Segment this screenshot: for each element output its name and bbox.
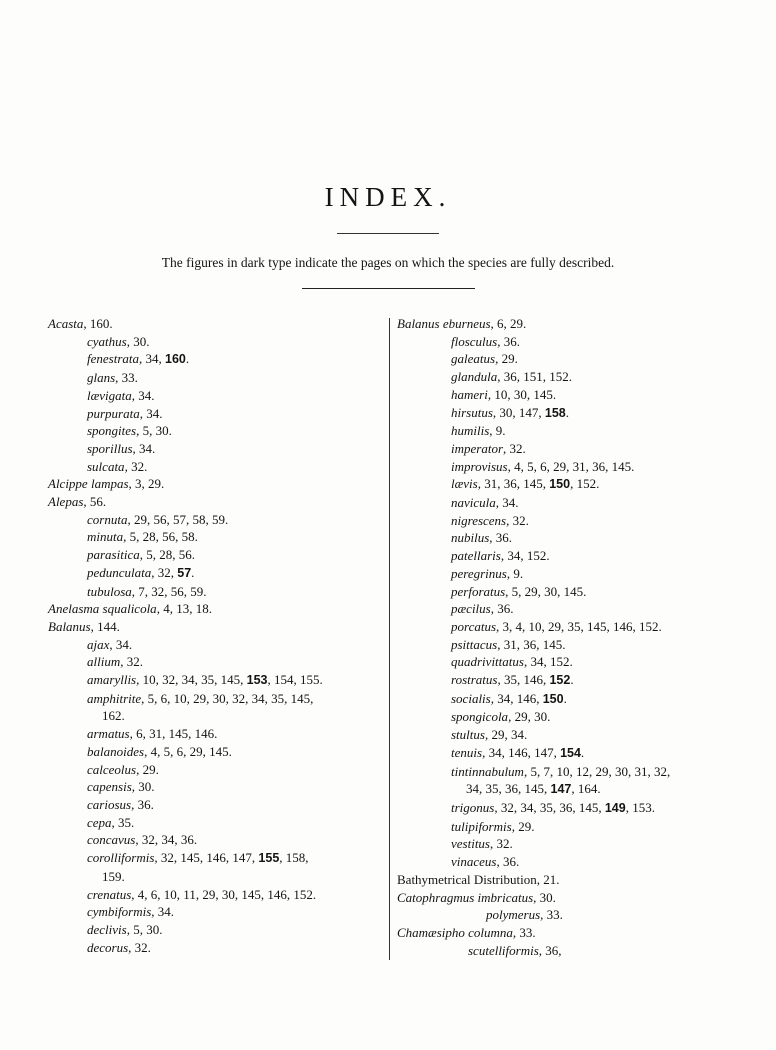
entry-name: vestitus [451, 836, 490, 852]
entry-name: improvisus [451, 458, 508, 474]
entry-name: spongites [87, 423, 137, 439]
index-entry [397, 600, 727, 618]
index-entry [397, 818, 727, 836]
entry-name: sulcata [87, 458, 125, 474]
entry-pages: , 34. [151, 904, 175, 920]
index-entry [48, 653, 384, 671]
index-entry [48, 546, 384, 564]
entry-pages: , 36. [497, 333, 520, 349]
entry-pages: 34, 35, 36, 145, 147, 164. [466, 781, 601, 797]
index-entry [397, 853, 727, 871]
entry-name: cepa [87, 814, 112, 830]
entry-pages: , 36, [538, 942, 562, 958]
index-entry [397, 565, 727, 583]
entry-name: trigonus [451, 799, 495, 815]
entry-pages: , 4, 6, 10, 11, 29, 30, 145, 146, 152. [131, 886, 317, 902]
entry-name: spongicola [451, 709, 509, 725]
entry-pages: , 29, 30. [508, 709, 551, 725]
entry-name: glandula [451, 369, 498, 385]
entry-name: quadrivittatus [451, 654, 524, 670]
entry-pages: , 32. [506, 512, 529, 528]
entry-name: capensis [87, 779, 132, 795]
entry-name: patellaris [451, 548, 501, 564]
index-entry [397, 440, 727, 458]
entry-pages: , 29. [495, 351, 518, 367]
entry-name: psittacus [451, 636, 498, 652]
entry-pages: , 10, 32, 34, 35, 145, 153, 154, 155. [136, 672, 323, 688]
entry-name: stultus [451, 727, 485, 743]
index-entry [48, 690, 384, 708]
entry-pages: , 30. [131, 779, 155, 795]
entry-name: hirsutus [451, 404, 493, 420]
entry-name: humilis [451, 423, 490, 439]
index-entry [397, 871, 727, 889]
index-entry [397, 315, 727, 333]
entry-pages: , 36. [489, 530, 513, 546]
bold-page-number: 155 [258, 851, 280, 866]
entry-pages: , 5, 28, 56. [139, 547, 195, 563]
entry-name: socialis [451, 690, 491, 706]
column-divider [389, 318, 390, 960]
index-column-right [397, 315, 727, 959]
entry-pages: , 32. [490, 836, 513, 852]
entry-name: cyathus [87, 333, 127, 349]
entry-name: glans [87, 370, 116, 386]
entry-pages: , 32. [128, 939, 151, 955]
entry-name: perforatus [451, 583, 506, 599]
entry-name: Alcippe lampas [48, 476, 129, 492]
entry-pages: , 34, 146, 147, 154. [482, 744, 585, 760]
bold-page-number: 153 [246, 673, 268, 688]
entry-pages: , 34. [495, 495, 519, 511]
entry-pages: , 32. [120, 654, 143, 670]
index-column-left [48, 315, 384, 956]
entry-pages: , 34, 152. [500, 548, 550, 564]
index-entry [397, 708, 727, 726]
entry-pages: , 30, 147, 158. [492, 404, 570, 420]
entry-name: ajax [87, 636, 110, 652]
entry-name: armatus [87, 726, 130, 742]
entry-pages: 162. [102, 708, 125, 724]
index-note: The figures in dark type indicate the pages on which the species are fully described. [161, 255, 615, 270]
entry-pages: , 6, 29. [490, 316, 527, 331]
entry-pages: , 5, 28, 56, 58. [123, 529, 198, 545]
index-entry [48, 350, 384, 369]
index-entry [48, 671, 384, 690]
bold-page-number: 154 [560, 745, 581, 760]
index-entry [397, 780, 727, 799]
index-entry [397, 494, 727, 512]
entry-pages: , 34. [131, 387, 155, 403]
entry-pages: , 32. [503, 440, 526, 456]
entry-pages: , 3, 29. [128, 476, 165, 492]
index-entry [48, 493, 384, 511]
entry-pages: , 34, 160. [139, 351, 190, 367]
index-entry [397, 636, 727, 654]
entry-name: porcatus [451, 618, 497, 634]
entry-pages: , 3, 4, 10, 29, 35, 145, 146, 152. [496, 618, 662, 634]
index-entry [397, 333, 727, 351]
bold-page-number: 149 [604, 800, 626, 815]
entry-pages: 159. [102, 868, 125, 884]
entry-pages: , 32, 34, 36. [135, 832, 198, 848]
entry-name: declivis [87, 921, 127, 937]
entry-pages: , 10, 30, 145. [487, 386, 557, 402]
index-entry [48, 315, 384, 333]
entry-pages: , 35. [111, 814, 135, 830]
entry-pages: , 34. [109, 636, 133, 652]
entry-name: tulipiformis [451, 818, 512, 834]
index-entry [397, 924, 727, 942]
entry-pages: , 29, 34. [484, 727, 528, 743]
entry-pages: , 34. [139, 405, 163, 421]
entry-name: amphitrite [87, 690, 142, 706]
index-entry [397, 942, 727, 960]
index-entry [397, 529, 727, 547]
entry-name: lævigata [87, 387, 132, 403]
entry-name: galeatus [451, 351, 496, 367]
bold-page-number: 152 [549, 673, 571, 688]
entry-pages: , 32, 145, 146, 147, 155, 158, [154, 850, 309, 866]
entry-name: rostratus [451, 672, 498, 688]
index-entry [48, 440, 384, 458]
entry-name: flosculus [451, 333, 498, 349]
bold-page-number: 158 [544, 405, 566, 420]
entry-pages: , 56. [83, 494, 107, 510]
entry-name: tintinnabulum [451, 763, 524, 779]
entry-name: tenuis [451, 744, 483, 760]
index-entry [48, 796, 384, 814]
entry-name: calceolus [87, 761, 137, 777]
entry-name: minuta [87, 529, 124, 545]
index-entry [48, 868, 384, 886]
bold-page-number: 150 [549, 477, 571, 492]
entry-name: peregrinus [451, 565, 507, 581]
entry-name: Anelasma squalicola [48, 601, 157, 617]
entry-name: fenestrata [87, 351, 139, 367]
index-entry [48, 511, 384, 529]
index-entry [397, 906, 727, 924]
index-entry [48, 725, 384, 743]
index-entry [48, 369, 384, 387]
entry-pages: , 32. [124, 458, 148, 474]
index-entry [397, 835, 727, 853]
bold-page-number: 150 [542, 691, 564, 706]
entry-name: sporillus [87, 440, 133, 456]
index-entry [397, 690, 727, 709]
entry-name: lævis [451, 476, 478, 492]
index-entry [48, 814, 384, 832]
index-entry [48, 921, 384, 939]
entry-name: cymbiformis [87, 904, 152, 920]
index-entry [397, 475, 727, 494]
index-entry [397, 744, 727, 763]
index-entry [397, 671, 727, 690]
entry-name: cariosus [87, 796, 132, 812]
entry-pages: , 31, 36, 145, 150, 152. [477, 476, 600, 492]
entry-pages: , 34, 152. [523, 654, 573, 670]
entry-pages: , 35, 146, 152. [497, 672, 574, 688]
entry-name: Balanus [48, 618, 91, 634]
entry-pages: , 29, 56, 57, 58, 59. [127, 511, 229, 527]
entry-pages: , 4, 5, 6, 29, 145. [144, 743, 232, 759]
entry-name: polymerus [486, 907, 541, 923]
entry-pages: , 29. [511, 818, 535, 834]
entry-name: imperator [451, 440, 503, 456]
entry-pages: , 31, 36, 145. [497, 636, 566, 652]
entry-pages: , 29. [136, 761, 159, 777]
entry-name: allium [87, 654, 121, 670]
index-entry [48, 886, 384, 904]
entry-name: vinaceus [451, 854, 497, 870]
entry-name: hameri [451, 386, 488, 402]
entry-pages: , 33. [540, 907, 563, 923]
index-entry [48, 743, 384, 761]
entry-name: purpurata [87, 405, 140, 421]
entry-pages: , 5, 7, 10, 12, 29, 30, 31, 32, [523, 763, 671, 779]
entry-name: amaryllis [87, 672, 137, 688]
entry-pages: , 36. [490, 601, 514, 617]
index-entry [48, 618, 384, 636]
index-entry [48, 387, 384, 405]
entry-name: Catophragmus imbricatus [397, 889, 534, 905]
entry-pages: , 9. [506, 565, 524, 581]
entry-pages: , 7, 32, 56, 59. [131, 583, 207, 599]
index-entry [397, 404, 727, 423]
entry-pages: , 36, 151, 152. [497, 369, 572, 385]
index-entry [397, 799, 727, 818]
entry-pages: , 34, 146, 150. [490, 690, 567, 706]
entry-name: Alepas [48, 494, 84, 510]
entry-name: Balanus eburneus [397, 316, 491, 331]
index-entry [48, 761, 384, 779]
entry-name: tubulosa [87, 583, 132, 599]
entry-pages: , 144. [90, 618, 120, 634]
bold-page-number: 147 [550, 782, 572, 797]
entry-pages: , 9. [489, 423, 506, 439]
entry-pages: , 5, 30. [136, 423, 172, 439]
entry-pages: , 30. [126, 333, 150, 349]
index-entry [397, 368, 727, 386]
index-entry [397, 618, 727, 636]
index-entry [397, 653, 727, 671]
entry-name: crenatus [87, 886, 132, 902]
index-entry [397, 726, 727, 744]
index-entry [48, 849, 384, 868]
entry-name: corolliformis [87, 850, 155, 866]
index-entry [48, 903, 384, 921]
index-entry [397, 547, 727, 565]
entry-name: concavus [87, 832, 136, 848]
entry-pages: , 33. [512, 924, 536, 940]
entry-pages: , 4, 13, 18. [156, 601, 212, 617]
entry-pages: , 160. [83, 316, 113, 331]
index-entry [397, 458, 727, 476]
bold-page-number: 160 [165, 352, 186, 367]
index-entry [397, 763, 727, 781]
entry-pages: , 5, 6, 10, 29, 30, 32, 34, 35, 145, [141, 690, 314, 706]
entry-name: pedunculata [87, 564, 152, 580]
index-entry [397, 422, 727, 440]
entry-name: pæcilus [451, 601, 491, 617]
entry-name: decorus [87, 939, 129, 955]
index-entry [48, 600, 384, 618]
entry-pages: , 30. [533, 889, 556, 905]
index-entry [397, 583, 727, 601]
index-entry [48, 333, 384, 351]
index-entry [397, 386, 727, 404]
index-entry [48, 475, 384, 493]
entry-pages: , 4, 5, 6, 29, 31, 36, 145. [507, 458, 635, 474]
section-divider [302, 288, 475, 289]
index-entry [48, 528, 384, 546]
index-entry [48, 778, 384, 796]
bold-page-number: 57 [177, 565, 192, 580]
entry-name: balanoides [87, 743, 145, 759]
entry-name: Chamæsipho columna [397, 924, 513, 940]
entry-pages: , 21. [536, 871, 560, 887]
entry-pages: , 5, 29, 30, 145. [505, 583, 587, 599]
entry-pages: , 6, 31, 145, 146. [129, 726, 218, 742]
entry-pages: , 36. [496, 854, 520, 870]
page-title: INDEX. [324, 182, 452, 212]
index-entry [48, 422, 384, 440]
index-entry [48, 707, 384, 725]
index-entry [48, 831, 384, 849]
entry-name: scutelliformis [468, 942, 539, 958]
index-entry [48, 564, 384, 583]
entry-name: cornuta [87, 511, 128, 527]
entry-name: parasitica [87, 547, 140, 563]
entry-name: nubilus [451, 530, 490, 546]
index-entry [48, 405, 384, 423]
entry-pages: , 5, 30. [126, 921, 163, 937]
entry-pages: , 32, 57. [151, 564, 195, 580]
entry-name: Acasta [48, 316, 84, 331]
index-entry [48, 458, 384, 476]
entry-pages: , 34. [132, 440, 156, 456]
entry-pages: , 33. [115, 370, 138, 386]
entry-name: navicula [451, 495, 496, 511]
index-entry [397, 889, 727, 907]
entry-name: nigrescens [451, 512, 507, 528]
decorative-rule [337, 233, 439, 234]
entry-pages: , 36. [131, 796, 154, 812]
index-entry [397, 350, 727, 368]
index-entry [48, 939, 384, 957]
entry-name: Bathymetrical Distribution [397, 871, 537, 887]
entry-pages: , 32, 34, 35, 36, 145, 149, 153. [494, 799, 655, 815]
index-entry [48, 583, 384, 601]
index-entry [397, 512, 727, 530]
index-entry [48, 636, 384, 654]
